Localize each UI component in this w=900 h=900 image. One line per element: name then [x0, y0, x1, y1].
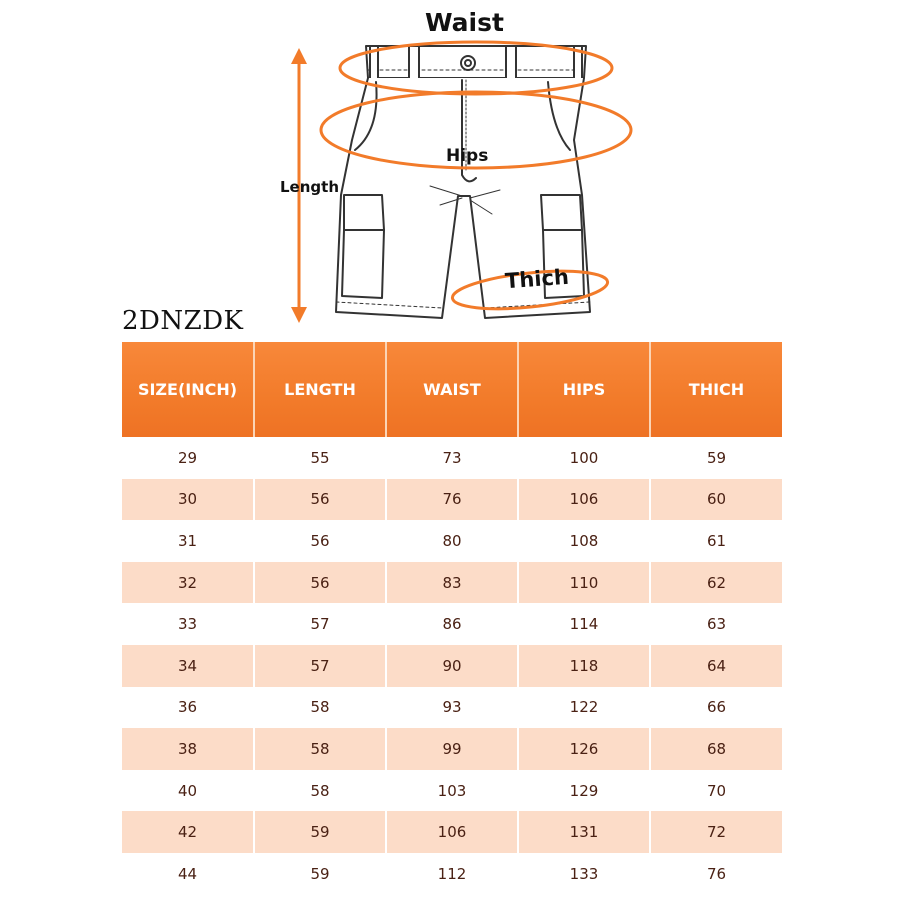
- table-row: [122, 811, 782, 853]
- waist-cell: 83: [386, 562, 518, 604]
- table-header-row: [122, 342, 782, 437]
- size-cell: 38: [122, 728, 254, 770]
- size-cell: 42: [122, 811, 254, 853]
- size-cell: 30: [122, 479, 254, 521]
- table-row: [122, 603, 782, 645]
- length-cell: 55: [254, 437, 386, 479]
- waist-cell: 106: [386, 811, 518, 853]
- hips-cell: 100: [518, 437, 650, 479]
- table-row: [122, 479, 782, 521]
- waist-cell: 93: [386, 687, 518, 729]
- waist-cell: 99: [386, 728, 518, 770]
- table-row: [122, 728, 782, 770]
- size-cell: 33: [122, 603, 254, 645]
- waist-cell: 90: [386, 645, 518, 687]
- waist-label: Waist: [425, 8, 504, 37]
- waist-cell: 76: [386, 479, 518, 521]
- length-cell: 57: [254, 603, 386, 645]
- length-cell: 58: [254, 770, 386, 812]
- length-cell: 57: [254, 645, 386, 687]
- size-cell: 36: [122, 687, 254, 729]
- header-waist: WAIST: [386, 342, 518, 437]
- thigh-cell: 62: [650, 562, 782, 604]
- hips-cell: 118: [518, 645, 650, 687]
- thigh-cell: 72: [650, 811, 782, 853]
- length-cell: 56: [254, 479, 386, 521]
- size-cell: 29: [122, 437, 254, 479]
- size-cell: 31: [122, 520, 254, 562]
- table-body: [122, 437, 782, 895]
- table-row: [122, 562, 782, 604]
- waist-cell: 80: [386, 520, 518, 562]
- table-row: [122, 770, 782, 812]
- hips-cell: 122: [518, 687, 650, 729]
- hips-cell: 110: [518, 562, 650, 604]
- thigh-cell: 60: [650, 479, 782, 521]
- thigh-cell: 76: [650, 853, 782, 895]
- length-cell: 56: [254, 562, 386, 604]
- shorts-measurement-diagram: [0, 0, 900, 335]
- thigh-cell: 61: [650, 520, 782, 562]
- waist-cell: 112: [386, 853, 518, 895]
- hips-cell: 106: [518, 479, 650, 521]
- header-length: LENGTH: [254, 342, 386, 437]
- table-row: [122, 687, 782, 729]
- size-cell: 32: [122, 562, 254, 604]
- header-hips: HIPS: [518, 342, 650, 437]
- header-size: SIZE(INCH): [122, 342, 254, 437]
- table-row: [122, 645, 782, 687]
- hips-cell: 133: [518, 853, 650, 895]
- size-cell: 44: [122, 853, 254, 895]
- hips-cell: 129: [518, 770, 650, 812]
- hips-label: Hips: [446, 146, 489, 166]
- header-thigh: THICH: [650, 342, 782, 437]
- waist-cell: 103: [386, 770, 518, 812]
- thigh-cell: 64: [650, 645, 782, 687]
- thigh-cell: 68: [650, 728, 782, 770]
- size-cell: 40: [122, 770, 254, 812]
- thigh-cell: 63: [650, 603, 782, 645]
- hips-cell: 126: [518, 728, 650, 770]
- table-row: [122, 520, 782, 562]
- table-row: [122, 853, 782, 895]
- hips-cell: 131: [518, 811, 650, 853]
- thigh-label: Thich: [504, 264, 570, 294]
- waist-cell: 86: [386, 603, 518, 645]
- length-cell: 56: [254, 520, 386, 562]
- length-cell: 59: [254, 811, 386, 853]
- length-cell: 59: [254, 853, 386, 895]
- length-label: Length: [280, 178, 339, 196]
- hips-cell: 108: [518, 520, 650, 562]
- hips-cell: 114: [518, 603, 650, 645]
- thigh-cell: 66: [650, 687, 782, 729]
- table-row: [122, 437, 782, 479]
- length-cell: 58: [254, 687, 386, 729]
- length-cell: 58: [254, 728, 386, 770]
- thigh-cell: 70: [650, 770, 782, 812]
- size-cell: 34: [122, 645, 254, 687]
- size-chart-table: [122, 342, 782, 895]
- thigh-cell: 59: [650, 437, 782, 479]
- waist-cell: 73: [386, 437, 518, 479]
- brand-name: 2DNZDK: [122, 306, 244, 336]
